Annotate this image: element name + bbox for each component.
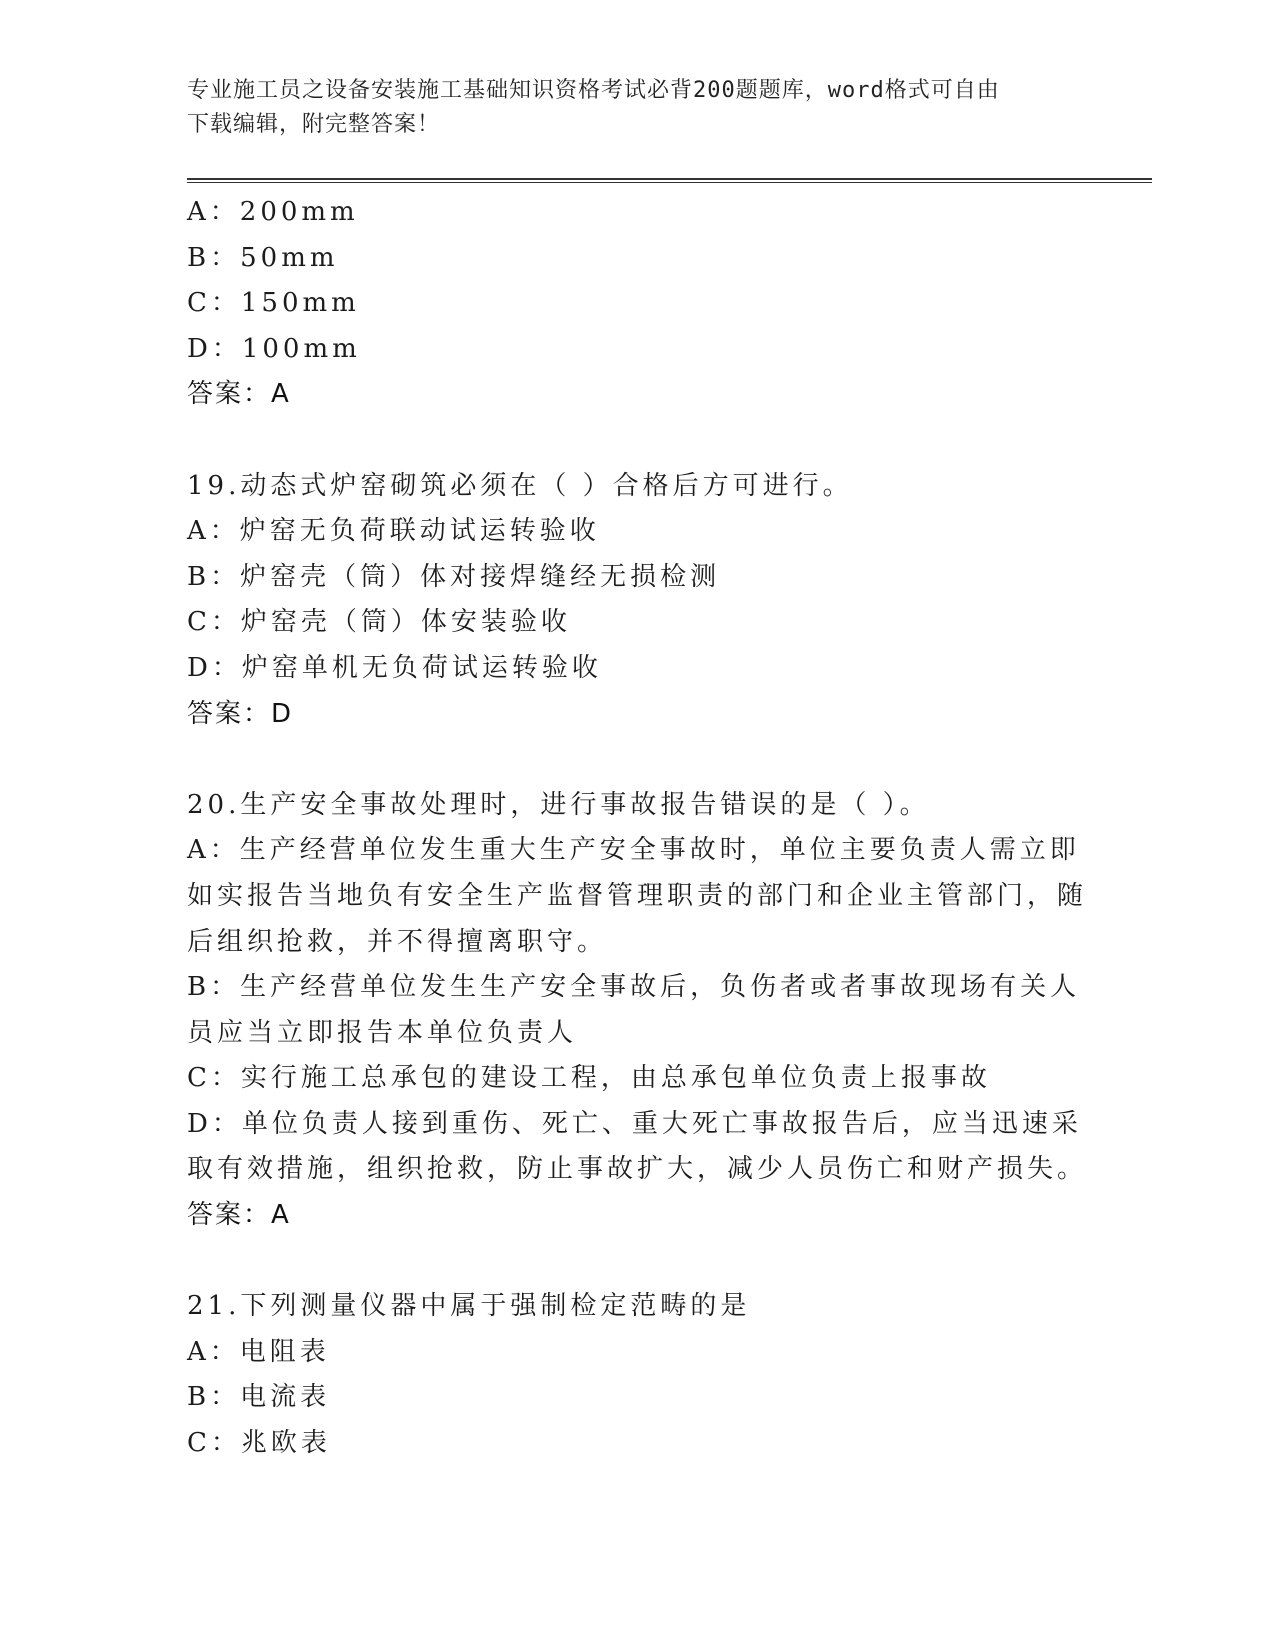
question-20 xyxy=(187,783,1087,1239)
header-line-1: 专业施工员之设备安装施工基础知识资格考试必背200题题库，word格式可自由 xyxy=(187,78,1000,103)
option-d: D：炉窑单机无负荷试运转验收 xyxy=(187,652,602,683)
spacer xyxy=(187,418,1087,464)
option-c: C：炉窑壳（筒）体安装验收 xyxy=(187,607,571,638)
option-b: B：炉窑壳（筒）体对接焊缝经无损检测 xyxy=(187,561,721,592)
answer-line: 答案：A xyxy=(187,1200,291,1231)
option-a: A：电阻表 xyxy=(187,1336,330,1367)
question-stem: 20.生产安全事故处理时，进行事故报告错误的是（ ）。 xyxy=(187,789,930,820)
option-a: A：200mm xyxy=(187,197,359,227)
document-header xyxy=(187,74,1067,142)
option-b: B：电流表 xyxy=(187,1382,331,1413)
document-body xyxy=(187,190,1087,1467)
option-a: A：炉窑无负荷联动试运转验收 xyxy=(187,516,600,547)
option-b: B：生产经营单位发生生产安全事故后，负伤者或者事故现场有关人员应当立即报告本单位负责人 xyxy=(187,972,1081,1048)
option-d: D：单位负责人接到重伤、死亡、重大死亡事故报告后，应当迅速采取有效措施，组织抢救，防止事故扩大，减少人员伤亡和财产损失。 xyxy=(187,1108,1088,1185)
question-19 xyxy=(187,464,1087,738)
question-stem: 19.动态式炉窑砌筑必须在（ ）合格后方可进行。 xyxy=(187,470,853,501)
option-c: C：兆欧表 xyxy=(187,1428,331,1459)
question-21 xyxy=(187,1284,1087,1466)
spacer xyxy=(187,1239,1087,1285)
answer-line: 答案：A xyxy=(187,379,291,410)
header-line-2: 下载编辑，附完整答案！ xyxy=(187,112,441,137)
header-divider xyxy=(187,178,1152,183)
answer-line: 答案：D xyxy=(187,698,294,729)
option-a: A：生产经营单位发生重大生产安全事故时，单位主要负责人需立即如实报告当地负有安全生产监督管理职责的部门和企业主管部门，随后组织抢救，并不得擅离职守。 xyxy=(187,835,1088,957)
option-c: C：150mm xyxy=(187,288,360,319)
option-d: D：100mm xyxy=(187,333,361,364)
spacer xyxy=(187,737,1087,783)
question-stem: 21.下列测量仪器中属于强制检定范畴的是 xyxy=(187,1291,751,1322)
option-c: C：实行施工总承包的建设工程，由总承包单位负责上报事故 xyxy=(187,1063,991,1094)
question-18-continued xyxy=(187,190,1087,418)
option-b: B：50mm xyxy=(187,242,339,273)
